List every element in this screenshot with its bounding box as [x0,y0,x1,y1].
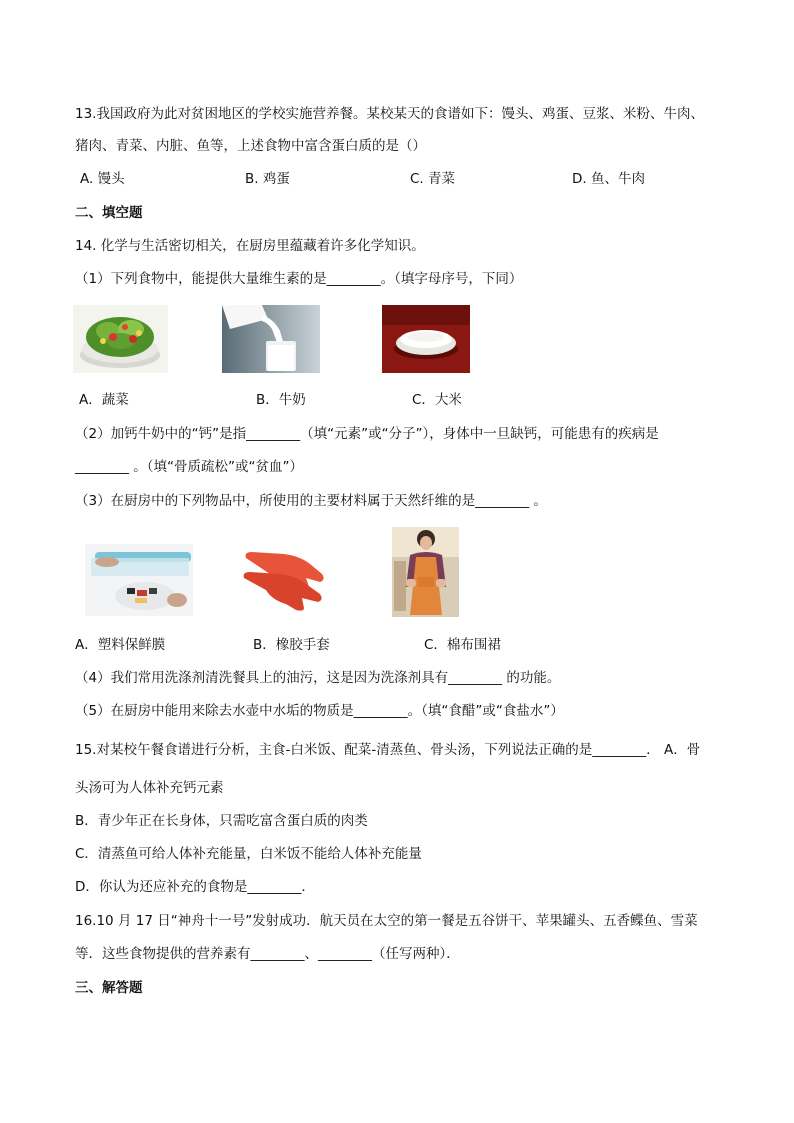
q13-stem-line2: 猪肉、青菜、内脏、鱼等，上述食物中富含蛋白质的是（） [75,138,426,154]
cotton-apron-image [392,527,459,617]
q13-option-d: D. 鱼、牛肉 [572,171,645,187]
q13-stem-line1: 13.我国政府为此对贫困地区的学校实施营养餐。某校某天的食谱如下：馒头、鸡蛋、豆浆、米粉、牛肉、 [75,106,704,122]
plastic-wrap-image [85,544,193,616]
q13-option-a: A. 馒头 [80,171,125,187]
q13-option-c: C. 青菜 [410,171,456,187]
q15-option-c: C．清蒸鱼可给人体补充能量，白米饭不能给人体补充能量 [75,846,422,862]
q15-stem-line2: 头汤可为人体补充钙元素 [75,780,224,796]
q14-part3-option-c: C．棉布围裙 [424,637,501,653]
q15-option-b: B．青少年正在长身体，只需吃富含蛋白质的肉类 [75,813,368,829]
q14-part5: （5）在厨房中能用来除去水壶中水垢的物质是________。（填“食醋”或“食盐水”） [75,703,564,719]
q15-option-d: D．你认为还应补充的食物是________． [75,879,315,895]
q14-part2-line2: ________ 。（填“骨质疏松”或“贫血”） [75,459,304,475]
q16-stem-line2: 等．这些食物提供的营养素有________、________（任写两种）． [75,946,460,962]
section-heading-fill-blank: 二、填空题 [75,205,143,221]
q14-part1-option-c: C．大米 [412,392,462,408]
q14-part3-option-b: B．橡胶手套 [253,637,330,653]
q15-stem-line1: 15.对某校午餐食谱进行分析，主食-白米饭、配菜-清蒸鱼、骨头汤，下列说法正确的是________． A．骨 [75,742,701,758]
milk-image [222,305,320,373]
q14-part1: （1）下列食物中，能提供大量维生素的是________。（填字母序号，下同） [75,271,523,287]
q14-part2-line1: （2）加钙牛奶中的“钙”是指________（填“元素”或“分子”），身体中一旦缺钙，可能患有的疾病是 [75,426,659,442]
q14-stem: 14. 化学与生活密切相关，在厨房里蕴藏着许多化学知识。 [75,238,425,254]
q14-part3: （3）在厨房中的下列物品中，所使用的主要材料属于天然纤维的是________ 。 [75,493,547,509]
q14-part1-option-b: B．牛奶 [256,392,306,408]
q13-option-b: B. 鸡蛋 [245,171,290,187]
rice-image [382,305,470,373]
q16-stem-line1: 16.10 月 17 日“神舟十一号”发射成功．航天员在太空的第一餐是五谷饼干、苹果罐头、五香鲽鱼、雪菜 [75,913,698,929]
q14-part4: （4）我们常用洗涤剂清洗餐具上的油污，这是因为洗涤剂具有________ 的功能。 [75,670,561,686]
section-heading-answer: 三、解答题 [75,980,143,996]
rubber-gloves-image [240,544,328,614]
vegetable-salad-image [73,305,168,373]
q14-part3-option-a: A．塑料保鲜膜 [75,637,166,653]
q14-part1-option-a: A．蔬菜 [79,392,129,408]
